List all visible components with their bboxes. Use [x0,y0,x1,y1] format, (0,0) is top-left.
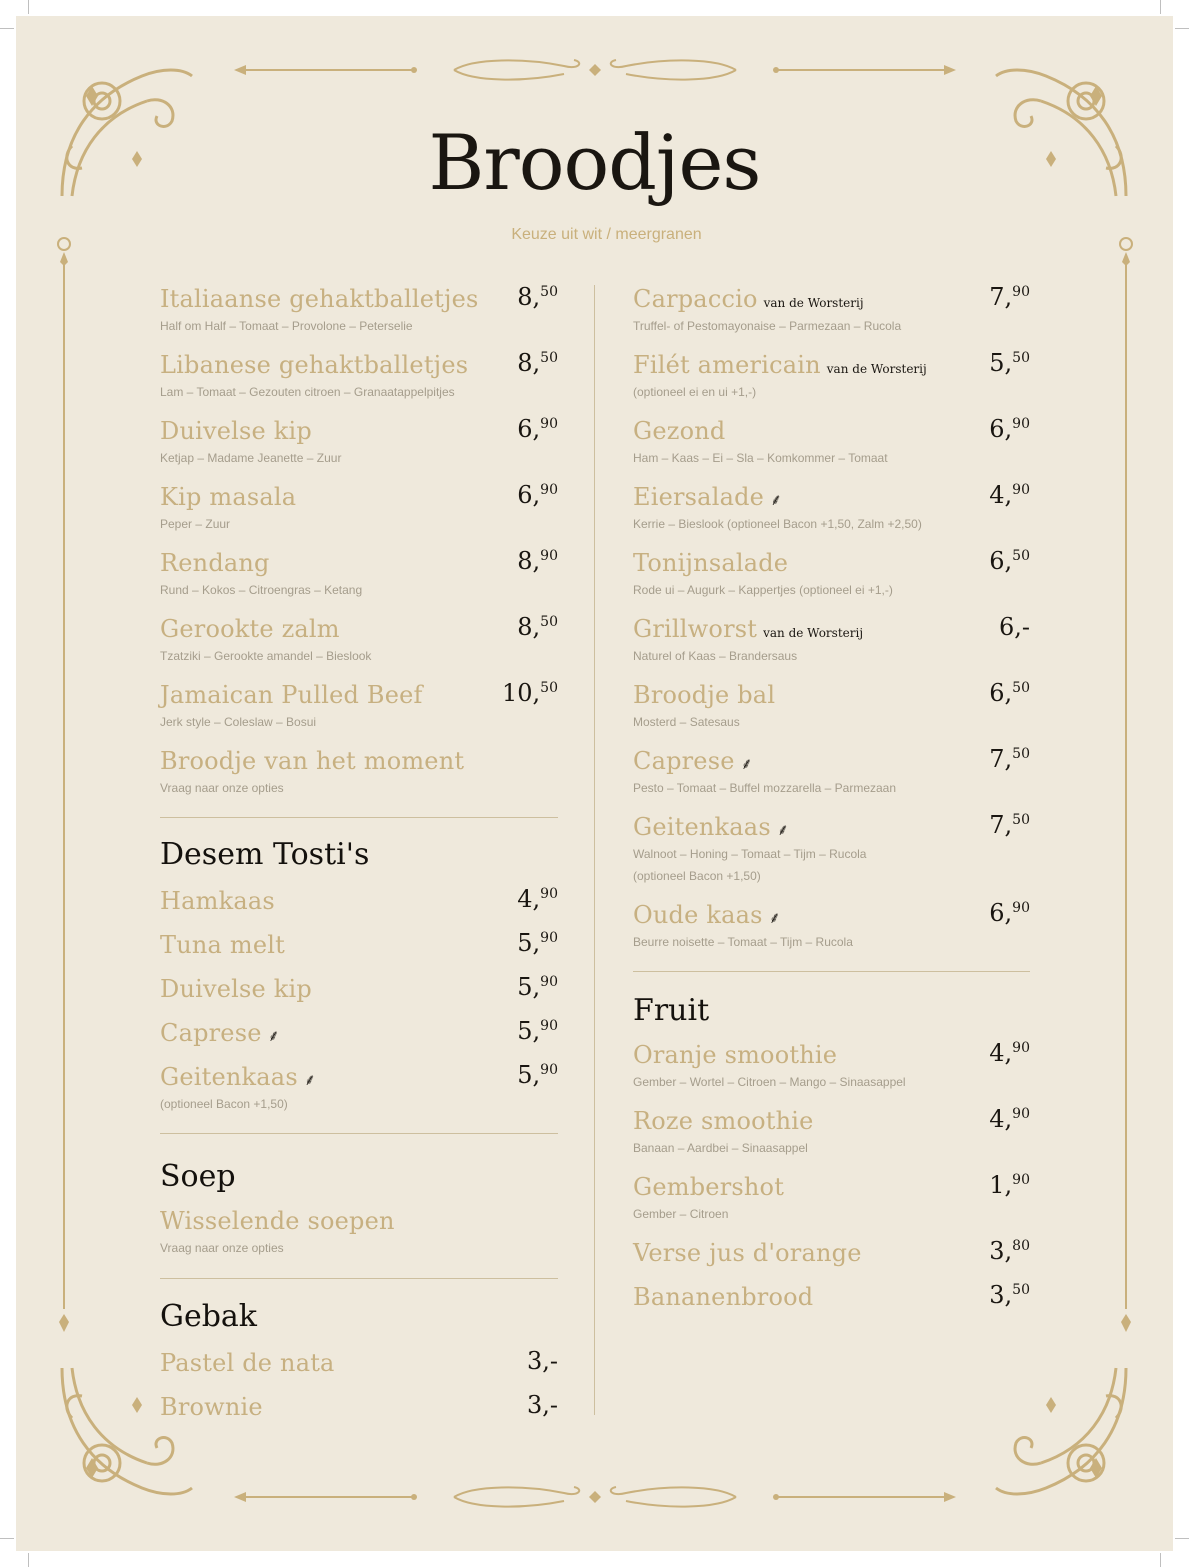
bottom-scroll-divider-icon [234,1483,956,1513]
item-price: 4,90 [989,1039,1030,1067]
item-description: Rund – Kokos – Citroengras – Ketang [160,583,363,597]
item-price: 4,90 [989,1105,1030,1133]
item-name: Caprese ⸙ [160,1019,280,1047]
item-price: 7,90 [989,283,1030,311]
item-name: Gembershot [633,1173,785,1201]
item-name: Broodje van het moment [160,747,465,775]
right-border-rule-icon [1116,234,1136,1334]
item-name: Verse jus d'orange [633,1239,862,1267]
page-subtitle: Keuze uit wit / meergranen [511,226,702,243]
vegetarian-leaf-icon: ⸙ [740,754,753,773]
item-price: 6,50 [989,679,1030,707]
item-price: 8,50 [517,283,558,311]
item-price: 5,50 [989,349,1030,377]
page-title: Broodjes [428,118,761,207]
item-description: Naturel of Kaas – Brandersaus [633,649,798,663]
item-price: 5,90 [517,973,558,1001]
item-name: Jamaican Pulled Beef [160,681,423,709]
section-divider [160,1133,558,1134]
item-description: Ham – Kaas – Ei – Sla – Komkommer – Tomaat [633,451,888,465]
item-name: Oranje smoothie [633,1041,838,1069]
item-name: Geitenkaas ⸙ [160,1063,317,1091]
item-price: 3,- [526,1391,558,1419]
item-name: Roze smoothie [633,1107,814,1135]
section-heading-fruit: Fruit [633,993,710,1028]
item-name: Libanese gehaktballetjes [160,351,469,379]
item-name: Eiersalade ⸙ [633,483,783,511]
item-price: 8,50 [517,349,558,377]
item-description: Ketjap – Madame Jeanette – Zuur [160,451,342,465]
item-description: (optioneel Bacon +1,50) [160,1097,288,1111]
item-tag: van de Worsterij [763,296,864,310]
item-name: Italiaanse gehaktballetjes [160,285,479,313]
item-price: 7,50 [989,745,1030,773]
item-price: 6,90 [989,899,1030,927]
column-divider [594,285,595,1415]
item-name: Gerookte zalm [160,615,340,643]
item-description: Peper – Zuur [160,517,231,531]
item-price: 6,- [998,613,1030,641]
item-price: 8,50 [517,613,558,641]
item-price: 7,50 [989,811,1030,839]
left-border-rule-icon [54,234,74,1334]
item-name: Pastel de nata [160,1349,335,1377]
item-description: Banaan – Aardbei – Sinaasappel [633,1141,808,1155]
item-price: 6,90 [989,415,1030,443]
item-description: Gember – Citroen [633,1207,729,1221]
item-name: Grillworst van de Worsterij [633,615,864,643]
item-description: Vraag naar onze opties [160,781,284,795]
item-name: Gezond [633,417,726,445]
item-description: Kerrie – Bieslook (optioneel Bacon +1,50, Zalm +2,50) [633,517,922,531]
corner-flourish-bottom-left-icon [52,1358,202,1508]
item-description: Half om Half – Tomaat – Provolone – Peterselie [160,319,413,333]
item-price: 6,50 [989,547,1030,575]
section-divider [633,971,1030,972]
item-name: Caprese ⸙ [633,747,753,775]
item-description: Beurre noisette – Tomaat – Tijm – Rucola [633,935,853,949]
item-price: 5,90 [517,929,558,957]
item-price: 6,90 [517,415,558,443]
item-description: Mosterd – Satesaus [633,715,740,729]
item-price: 3,50 [989,1281,1030,1309]
item-description: Gember – Wortel – Citroen – Mango – Sinaasappel [633,1075,906,1089]
item-name: Carpaccio van de Worsterij [633,285,864,313]
item-name: Tuna melt [160,931,285,959]
item-price: 10,50 [502,679,558,707]
section-heading-gebak: Gebak [160,1299,257,1334]
item-description: Jerk style – Coleslaw – Bosui [160,715,317,729]
item-price: 5,90 [517,1061,558,1089]
corner-flourish-bottom-right-icon [986,1358,1136,1508]
item-name: Filét americain van de Worsterij [633,351,927,379]
item-name: Brownie [160,1393,263,1421]
item-description-extra: (optioneel Bacon +1,50) [633,869,761,883]
item-price: 3,80 [989,1237,1030,1265]
item-tag: van de Worsterij [826,362,927,376]
item-description: Vraag naar onze opties [160,1241,284,1255]
item-name: Hamkaas [160,887,275,915]
item-price: 3,- [526,1347,558,1375]
vegetarian-leaf-icon: ⸙ [770,490,783,509]
item-name: Kip masala [160,483,297,511]
item-name: Duivelse kip [160,417,312,445]
item-description: Lam – Tomaat – Gezouten citroen – Granaatappelpitjes [160,385,455,399]
item-description: Tzatziki – Gerookte amandel – Bieslook [160,649,372,663]
item-name: Bananenbrood [633,1283,814,1311]
item-name: Rendang [160,549,270,577]
item-name: Wisselende soepen [160,1207,395,1235]
item-description: Walnoot – Honing – Tomaat – Tijm – Rucola [633,847,867,861]
item-price: 6,90 [517,481,558,509]
item-price: 4,90 [989,481,1030,509]
section-heading-soep: Soep [160,1159,236,1194]
section-heading-tosti: Desem Tosti's [160,837,370,872]
section-divider [160,817,558,818]
item-price: 4,90 [517,885,558,913]
item-name: Duivelse kip [160,975,312,1003]
item-name: Broodje bal [633,681,776,709]
item-description: Pesto – Tomaat – Buffel mozzarella – Parmezaan [633,781,897,795]
vegetarian-leaf-icon: ⸙ [776,820,790,839]
item-name: Oude kaas ⸙ [633,901,781,929]
item-name: Geitenkaas ⸙ [633,813,790,841]
vegetarian-leaf-icon: ⸙ [267,1026,280,1045]
vegetarian-leaf-icon: ⸙ [303,1070,317,1089]
item-tag: van de Worsterij [763,626,864,640]
item-description: Truffel- of Pestomayonaise – Parmezaan – Rucola [633,319,902,333]
item-price: 8,90 [517,547,558,575]
item-description: (optioneel ei en ui +1,-) [633,385,757,399]
vegetarian-leaf-icon: ⸙ [768,908,781,927]
item-price: 1,90 [989,1171,1030,1199]
top-scroll-divider-icon [234,56,956,86]
item-name: Tonijnsalade [633,549,789,577]
item-description: Rode ui – Augurk – Kappertjes (optioneel ei +1,-) [633,583,893,597]
section-divider [160,1278,558,1279]
item-price: 5,90 [517,1017,558,1045]
